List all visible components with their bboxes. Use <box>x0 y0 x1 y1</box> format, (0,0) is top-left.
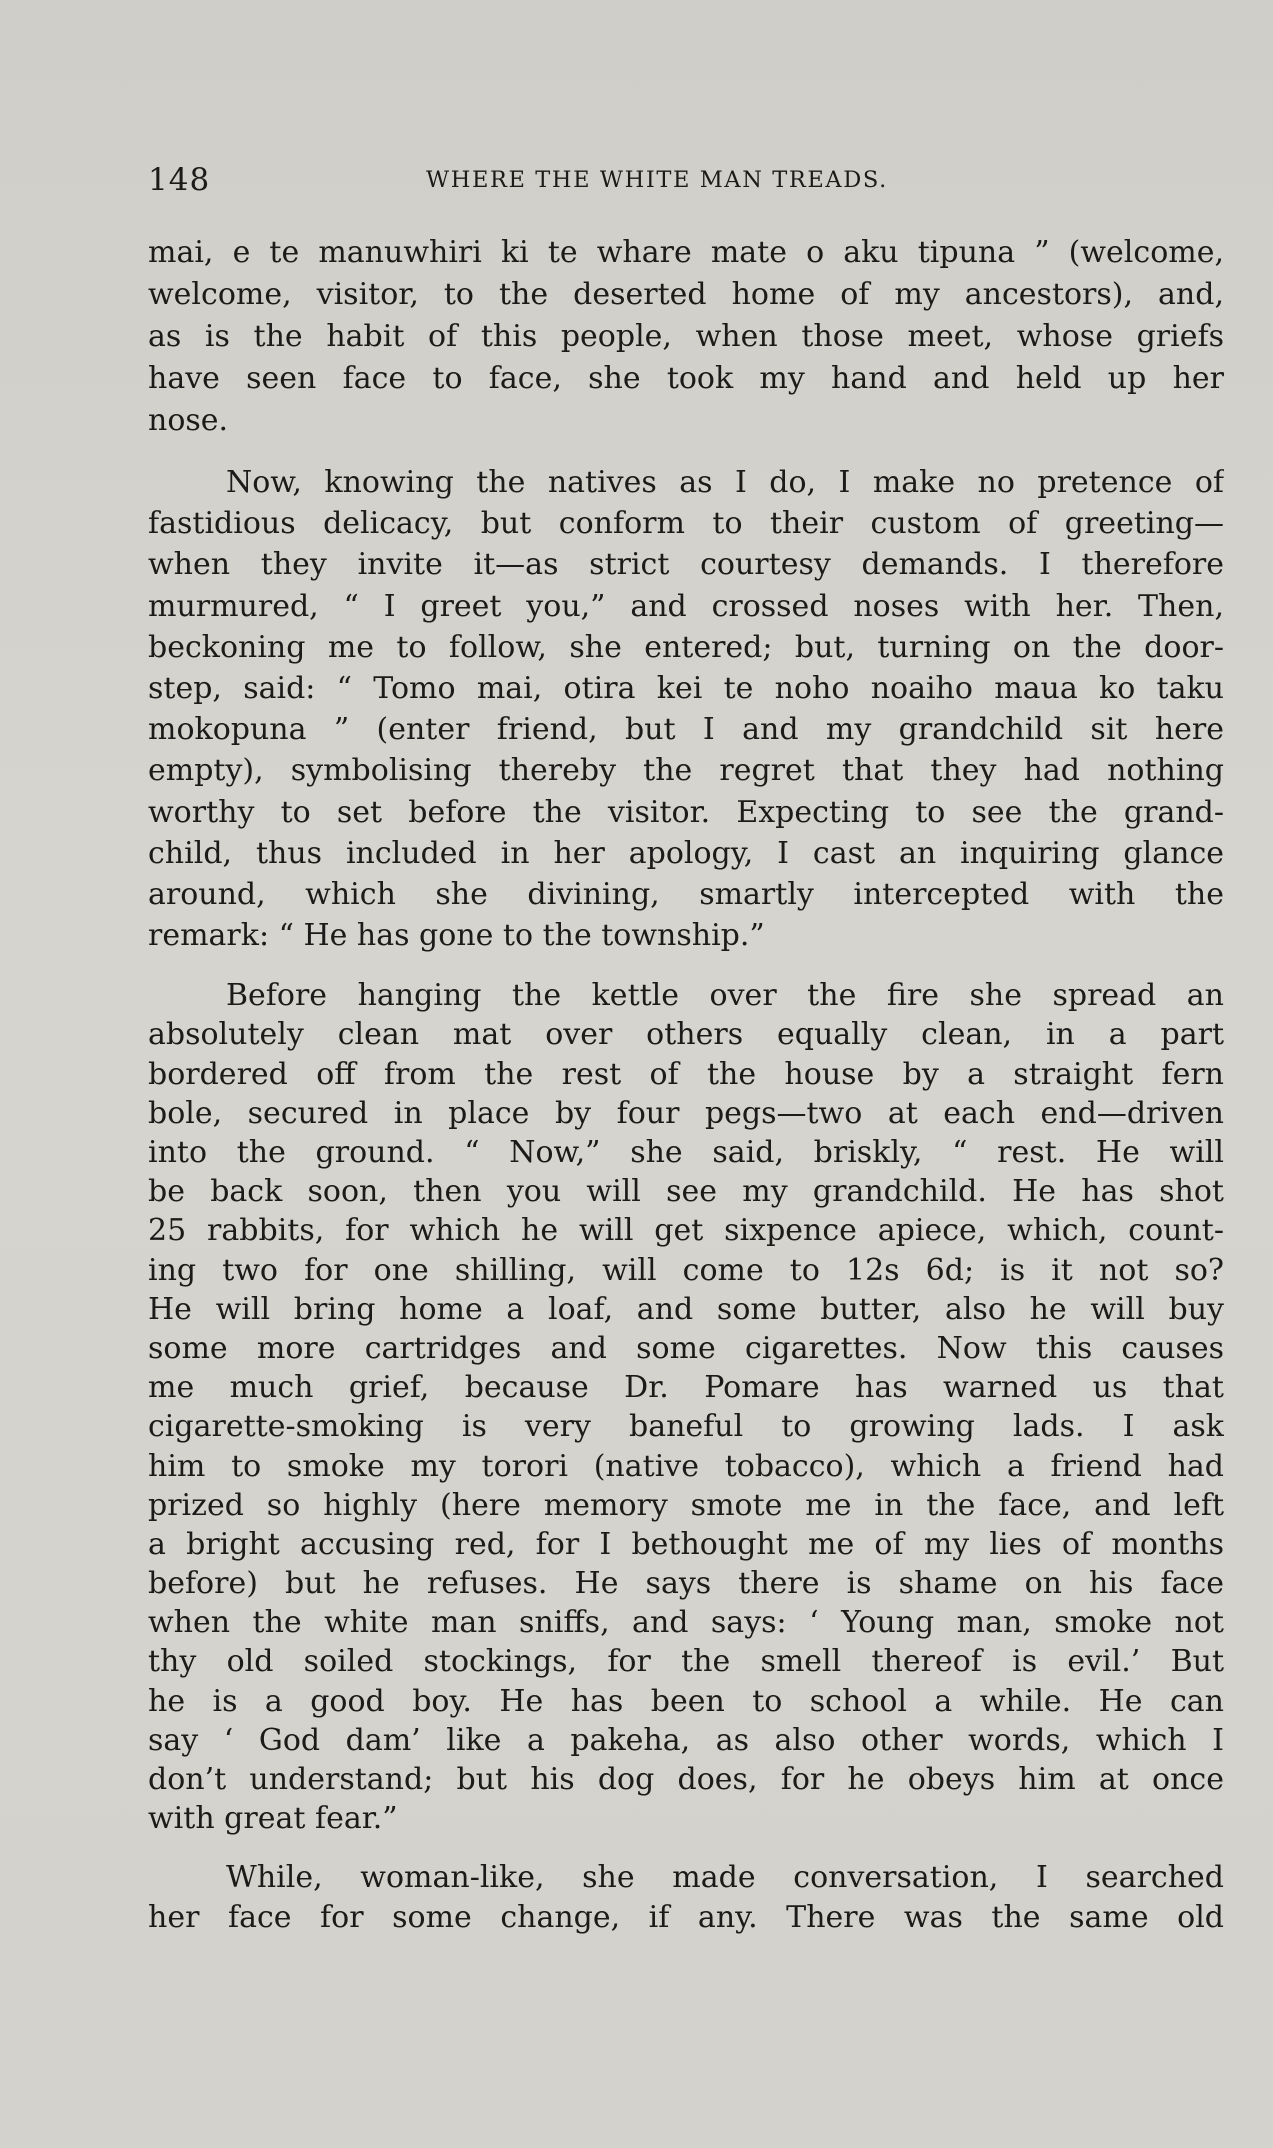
text-line: worthy to set before the visitor. Expecting to see the grand- <box>148 794 1224 830</box>
text-line: don’t understand; but his dog does, for he obeys him at once <box>148 1762 1224 1797</box>
text-line: step, said: “ Tomo mai, otira kei te noho noaiho maua ko taku <box>148 670 1224 706</box>
text-line-content: Before hanging the kettle over the fire she spread an <box>226 978 1224 1014</box>
text-line: be back soon, then you will see my grandchild. He has shot <box>148 1174 1224 1210</box>
paragraph-1 <box>148 232 1224 442</box>
text-line <box>148 1858 1224 1898</box>
text-line: 25 rabbits, for which he will get sixpence apiece, which, count- <box>148 1213 1224 1249</box>
text-line: mai, e te manuwhiri ki te whare mate o aku tipuna ” (welcome, <box>148 235 1224 270</box>
text-line: her face for some change, if any. There was the same old <box>148 1900 1224 1936</box>
text-line: around, which she divining, smartly intercepted with the <box>148 876 1224 912</box>
text-line: with great fear.” <box>148 1801 398 1837</box>
page-number: 148 <box>148 162 211 198</box>
text-line: have seen face to face, she took my hand and held up her <box>148 361 1224 396</box>
text-line: me much grief, because Dr. Pomare has warned us that <box>148 1370 1224 1406</box>
text-line: thy old soiled stockings, for the smell thereof is evil.’ But <box>148 1644 1224 1680</box>
body-text <box>148 232 1224 1938</box>
text-line: say ‘ God dam’ like a pakeha, as also other words, which I <box>148 1722 1224 1758</box>
text-line-content: Now, knowing the natives as I do, I make no pretence of <box>226 465 1224 500</box>
text-line: nose. <box>148 403 229 438</box>
text-line: into the ground. “ Now,” she said, briskly, “ rest. He will <box>148 1135 1224 1170</box>
text-line: remark: “ He has gone to the township.” <box>148 918 765 954</box>
text-line: cigarette-smoking is very baneful to growing lads. I ask <box>148 1409 1224 1445</box>
text-line: empty), symbolising thereby the regret that they had nothing <box>148 753 1224 789</box>
text-line: mokopuna ” (enter friend, but I and my grandchild sit here <box>148 712 1224 748</box>
text-line: before) but he refuses. He says there is shame on his face <box>148 1566 1224 1602</box>
text-line: bordered off from the rest of the house by a straight fern <box>148 1056 1224 1092</box>
text-line <box>148 462 1224 503</box>
text-line: bole, secured in place by four pegs—two at each end—driven <box>148 1095 1224 1131</box>
text-line: him to smoke my torori (native tobacco), which a friend had <box>148 1448 1224 1484</box>
text-line: welcome, visitor, to the deserted home of my ancestors), and, <box>148 277 1224 312</box>
text-line: fastidious delicacy, but conform to their custom of greeting— <box>148 506 1224 542</box>
text-line <box>148 976 1224 1015</box>
text-line-content: While, woman-like, she made conversation, I searched <box>226 1860 1224 1896</box>
paragraph-3 <box>148 976 1224 1838</box>
text-line: prized so highly (here memory smote me in the face, and left <box>148 1487 1224 1523</box>
text-line: a bright accusing red, for I bethought me of my lies of months <box>148 1526 1224 1562</box>
running-title: WHERE THE WHITE MAN TREADS. <box>426 167 888 193</box>
text-line: ing two for one shilling, will come to 12s 6d; is it not so? <box>148 1252 1224 1288</box>
text-line: some more cartridges and some cigarettes. Now this causes <box>148 1330 1224 1366</box>
text-line: when the white man sniffs, and says: ‘ Young man, smoke not <box>148 1605 1224 1641</box>
text-line: murmured, “ I greet you,” and crossed noses with her. Then, <box>148 588 1224 624</box>
paragraph-4 <box>148 1858 1224 1938</box>
page-header <box>148 162 1224 202</box>
text-line: he is a good boy. He has been to school a while. He can <box>148 1683 1224 1719</box>
text-line: when they invite it—as strict courtesy demands. I therefore <box>148 547 1224 583</box>
text-line: absolutely clean mat over others equally clean, in a part <box>148 1017 1224 1053</box>
paragraph-2 <box>148 462 1224 956</box>
text-line: as is the habit of this people, when those meet, whose griefs <box>148 319 1224 354</box>
text-line: child, thus included in her apology, I cast an inquiring glance <box>148 835 1224 871</box>
text-line: He will bring home a loaf, and some butter, also he will buy <box>148 1291 1224 1327</box>
text-line: beckoning me to follow, she entered; but, turning on the door- <box>148 629 1224 665</box>
